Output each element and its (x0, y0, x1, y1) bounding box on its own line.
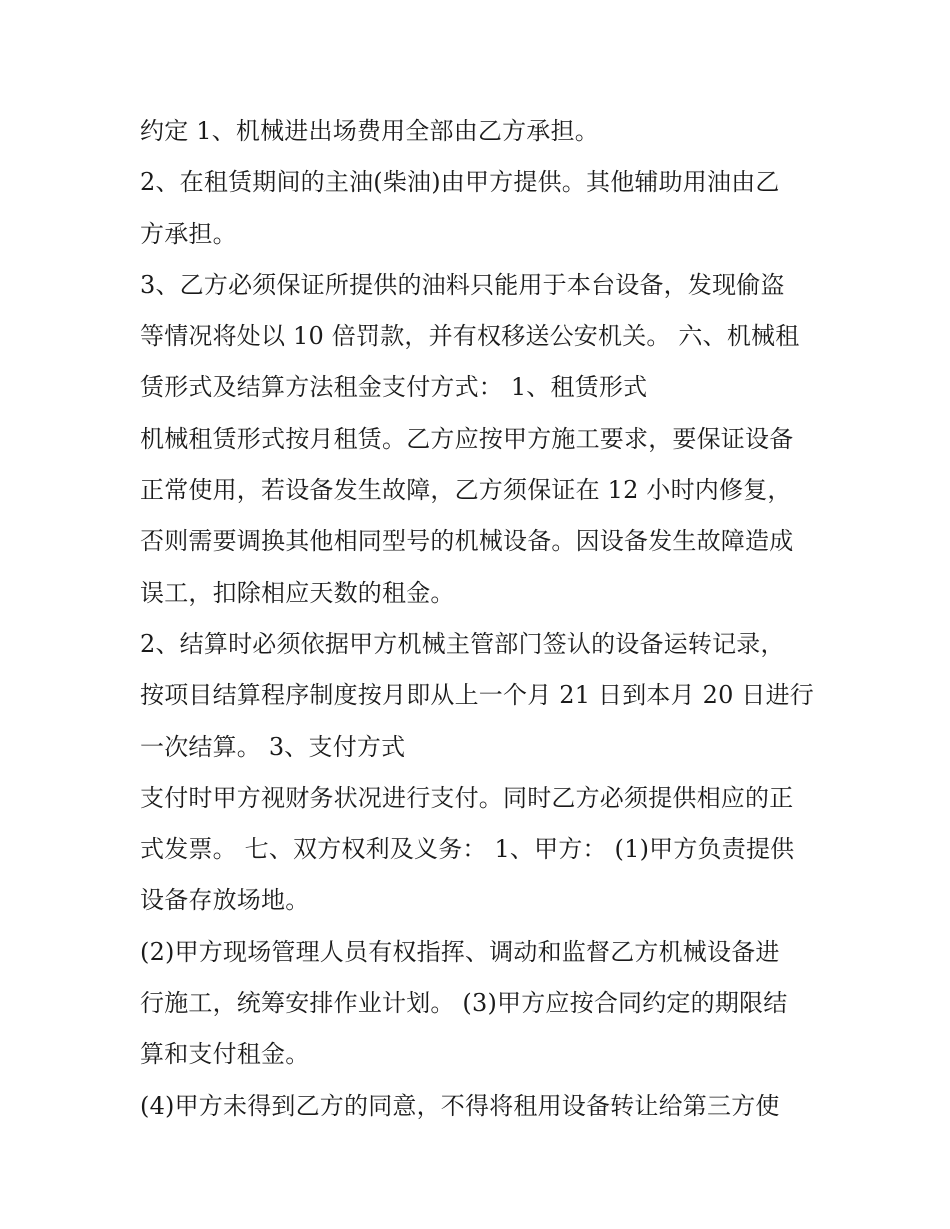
text-line: 设备存放场地。 (140, 886, 310, 915)
text-line: 2、在租赁期间的主油(柴油)由甲方提供。其他辅助用油由乙 (140, 168, 780, 197)
text-line: (2)甲方现场管理人员有权指挥、调动和监督乙方机械设备进 (140, 937, 780, 966)
text-line: 2、结算时必须依据甲方机械主管部门签认的设备运转记录， (140, 629, 785, 658)
text-line: 支付时甲方视财务状况进行支付。同时乙方必须提供相应的正 (140, 783, 794, 812)
text-line: 3、乙方必须保证所提供的油料只能用于本台设备，发现偷盗 (140, 270, 785, 299)
text-line: 否则需要调换其他相同型号的机械设备。因设备发生故障造成 (140, 527, 794, 556)
text-line: (4)甲方未得到乙方的同意，不得将租用设备转让给第三方使 (140, 1091, 780, 1120)
text-line: 正常使用，若设备发生故障，乙方须保证在 12 小时内修复， (140, 476, 792, 505)
text-line: 约定 1、机械进出场费用全部由乙方承担。 (140, 117, 599, 145)
text-line: 方承担。 (140, 219, 237, 248)
text-line: 等情况将处以 10 倍罚款，并有权移送公安机关。 六、机械租 (140, 322, 800, 351)
text-line: 行施工，统筹安排作业计划。 (3)甲方应按合同约定的期限结 (140, 989, 788, 1018)
text-line: 按项目结算程序制度按月即从上一个月 21 日到本月 20 日进行 (140, 681, 814, 710)
text-line: 一次结算。 3、支付方式 (140, 732, 406, 761)
text-line: 机械租赁形式按月租赁。乙方应按甲方施工要求，要保证设备 (140, 424, 794, 453)
text-line: 误工，扣除相应天数的租金。 (140, 578, 455, 607)
text-line: 式发票。 七、双方权利及义务： 1、甲方： (1)甲方负责提供 (140, 835, 795, 864)
document-body (140, 106, 830, 1132)
text-line: 赁形式及结算方法租金支付方式： 1、租赁形式 (140, 373, 648, 402)
text-line: 算和支付租金。 (140, 1040, 310, 1069)
